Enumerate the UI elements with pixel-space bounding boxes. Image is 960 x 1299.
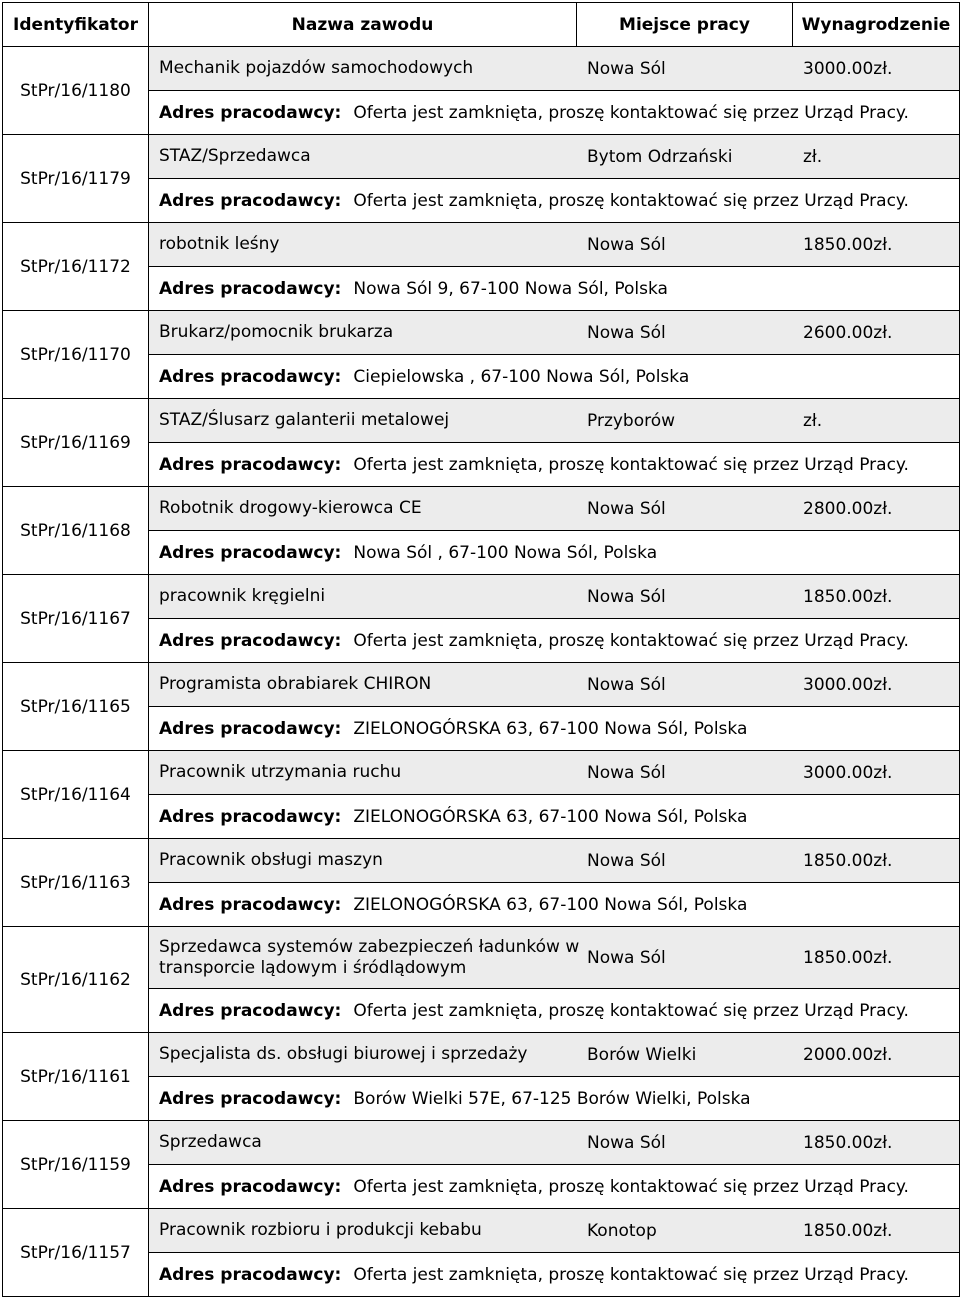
job-offers-table xyxy=(2,2,960,1297)
offer-id: StPr/16/1162 xyxy=(3,927,149,1033)
address-label: Adres pracodawcy: xyxy=(159,1176,342,1197)
header-salary: Wynagrodzenie xyxy=(793,3,960,47)
offer-address-line xyxy=(149,706,959,750)
job-location: Nowa Sól xyxy=(587,234,666,255)
employer-address: Oferta jest zamknięta, proszę kontaktować się przez Urząd Pracy. xyxy=(353,1176,909,1197)
offer-main-line xyxy=(149,751,959,794)
address-label: Adres pracodawcy: xyxy=(159,806,342,827)
address-label: Adres pracodawcy: xyxy=(159,190,342,211)
offer-details xyxy=(149,135,960,223)
header-id: Identyfikator xyxy=(3,3,149,47)
address-label: Adres pracodawcy: xyxy=(159,1264,342,1285)
job-salary: 1850.00zł. xyxy=(803,234,893,255)
job-location: Nowa Sól xyxy=(587,1132,666,1153)
job-location: Borów Wielki xyxy=(587,1044,697,1065)
offer-details xyxy=(149,223,960,311)
employer-address: Ciepielowska , 67-100 Nowa Sól, Polska xyxy=(353,366,690,387)
offer-address-line xyxy=(149,794,959,838)
table-row xyxy=(3,1121,960,1209)
employer-address: Oferta jest zamknięta, proszę kontaktować się przez Urząd Pracy. xyxy=(353,454,909,475)
offer-main-line xyxy=(149,223,959,266)
offer-address-line xyxy=(149,90,959,134)
job-name: Pracownik utrzymania ruchu xyxy=(159,762,402,783)
job-name: Programista obrabiarek CHIRON xyxy=(159,674,432,695)
job-name: Specjalista ds. obsługi biurowej i sprzedaży xyxy=(159,1044,528,1065)
offer-id: StPr/16/1157 xyxy=(3,1209,149,1297)
job-name: Robotnik drogowy-kierowca CE xyxy=(159,498,422,519)
job-name: Pracownik rozbioru i produkcji kebabu xyxy=(159,1220,482,1241)
table-row xyxy=(3,839,960,927)
offer-id: StPr/16/1167 xyxy=(3,575,149,663)
offer-main-line xyxy=(149,487,959,530)
table-row xyxy=(3,311,960,399)
job-location: Nowa Sól xyxy=(587,674,666,695)
address-label: Adres pracodawcy: xyxy=(159,366,342,387)
offer-main-line xyxy=(149,47,959,90)
job-name: pracownik kręgielni xyxy=(159,586,326,607)
offer-address-line xyxy=(149,530,959,574)
job-location: Nowa Sól xyxy=(587,850,666,871)
table-row xyxy=(3,1033,960,1121)
table-row xyxy=(3,399,960,487)
offer-main-line xyxy=(149,311,959,354)
offer-id: StPr/16/1163 xyxy=(3,839,149,927)
table-row xyxy=(3,223,960,311)
offer-details xyxy=(149,1033,960,1121)
offer-details xyxy=(149,927,960,1033)
offer-id: StPr/16/1170 xyxy=(3,311,149,399)
employer-address: Nowa Sól 9, 67-100 Nowa Sól, Polska xyxy=(353,278,668,299)
job-salary: 2800.00zł. xyxy=(803,498,893,519)
job-salary: 1850.00zł. xyxy=(803,947,893,968)
job-salary: 3000.00zł. xyxy=(803,762,893,783)
address-label: Adres pracodawcy: xyxy=(159,542,342,563)
job-name: STAZ/Ślusarz galanterii metalowej xyxy=(159,410,450,431)
job-name: Brukarz/pomocnik brukarza xyxy=(159,322,394,343)
table-row xyxy=(3,663,960,751)
job-location: Przyborów xyxy=(587,410,676,431)
offer-id: StPr/16/1165 xyxy=(3,663,149,751)
offer-main-line xyxy=(149,1209,959,1252)
offer-main-line xyxy=(149,927,959,988)
offer-main-line xyxy=(149,575,959,618)
employer-address: ZIELONOGÓRSKA 63, 67-100 Nowa Sól, Polska xyxy=(353,894,748,915)
table-header-row xyxy=(3,3,960,47)
address-label: Adres pracodawcy: xyxy=(159,718,342,739)
offer-details xyxy=(149,1209,960,1297)
employer-address: Nowa Sól , 67-100 Nowa Sól, Polska xyxy=(353,542,658,563)
offer-details xyxy=(149,47,960,135)
table-row xyxy=(3,927,960,1033)
offer-id: StPr/16/1180 xyxy=(3,47,149,135)
address-label: Adres pracodawcy: xyxy=(159,1088,342,1109)
employer-address: Oferta jest zamknięta, proszę kontaktować się przez Urząd Pracy. xyxy=(353,190,909,211)
employer-address: Oferta jest zamknięta, proszę kontaktować się przez Urząd Pracy. xyxy=(353,1000,909,1021)
table-row xyxy=(3,751,960,839)
job-salary: zł. xyxy=(803,410,823,431)
job-salary: 1850.00zł. xyxy=(803,1220,893,1241)
offer-address-line xyxy=(149,354,959,398)
header-name: Nazwa zawodu xyxy=(149,3,577,47)
job-salary: zł. xyxy=(803,146,823,167)
address-label: Adres pracodawcy: xyxy=(159,278,342,299)
offer-details xyxy=(149,751,960,839)
employer-address: Borów Wielki 57E, 67-125 Borów Wielki, Polska xyxy=(353,1088,751,1109)
offer-address-line xyxy=(149,618,959,662)
employer-address: Oferta jest zamknięta, proszę kontaktować się przez Urząd Pracy. xyxy=(353,1264,909,1285)
offer-address-line xyxy=(149,178,959,222)
offer-main-line xyxy=(149,839,959,882)
offer-main-line xyxy=(149,399,959,442)
offer-details xyxy=(149,663,960,751)
offer-address-line xyxy=(149,988,959,1032)
job-location: Nowa Sól xyxy=(587,498,666,519)
job-location: Nowa Sól xyxy=(587,947,666,968)
job-name: STAZ/Sprzedawca xyxy=(159,146,311,167)
address-label: Adres pracodawcy: xyxy=(159,894,342,915)
job-salary: 1850.00zł. xyxy=(803,586,893,607)
job-name: Pracownik obsługi maszyn xyxy=(159,850,383,871)
offer-address-line xyxy=(149,266,959,310)
offer-id: StPr/16/1179 xyxy=(3,135,149,223)
table-row xyxy=(3,575,960,663)
offer-id: StPr/16/1161 xyxy=(3,1033,149,1121)
job-name: Sprzedawca xyxy=(159,1132,262,1153)
job-location: Nowa Sól xyxy=(587,586,666,607)
job-location: Bytom Odrzański xyxy=(587,146,733,167)
job-location: Nowa Sól xyxy=(587,322,666,343)
table-row xyxy=(3,1209,960,1297)
job-salary: 1850.00zł. xyxy=(803,1132,893,1153)
offer-id: StPr/16/1168 xyxy=(3,487,149,575)
offer-id: StPr/16/1159 xyxy=(3,1121,149,1209)
offer-address-line xyxy=(149,442,959,486)
job-salary: 1850.00zł. xyxy=(803,850,893,871)
job-salary: 3000.00zł. xyxy=(803,58,893,79)
employer-address: ZIELONOGÓRSKA 63, 67-100 Nowa Sól, Polska xyxy=(353,806,748,827)
offer-details xyxy=(149,839,960,927)
address-label: Adres pracodawcy: xyxy=(159,454,342,475)
offer-id: StPr/16/1172 xyxy=(3,223,149,311)
offer-details xyxy=(149,311,960,399)
table-row xyxy=(3,135,960,223)
offer-details xyxy=(149,399,960,487)
offer-main-line xyxy=(149,1121,959,1164)
job-salary: 2600.00zł. xyxy=(803,322,893,343)
offer-main-line xyxy=(149,1033,959,1076)
job-location: Nowa Sól xyxy=(587,762,666,783)
offer-address-line xyxy=(149,882,959,926)
job-salary: 3000.00zł. xyxy=(803,674,893,695)
offer-address-line xyxy=(149,1076,959,1120)
job-location: Nowa Sól xyxy=(587,58,666,79)
job-name: robotnik leśny xyxy=(159,234,280,255)
offer-id: StPr/16/1169 xyxy=(3,399,149,487)
employer-address: Oferta jest zamknięta, proszę kontaktować się przez Urząd Pracy. xyxy=(353,102,909,123)
job-name: Sprzedawca systemów zabezpieczeń ładunków w transporcie lądowym i śródlądowym xyxy=(159,937,580,978)
offer-details xyxy=(149,487,960,575)
offer-address-line xyxy=(149,1252,959,1296)
offer-details xyxy=(149,1121,960,1209)
offer-address-line xyxy=(149,1164,959,1208)
job-name: Mechanik pojazdów samochodowych xyxy=(159,58,474,79)
address-label: Adres pracodawcy: xyxy=(159,1000,342,1021)
employer-address: Oferta jest zamknięta, proszę kontaktować się przez Urząd Pracy. xyxy=(353,630,909,651)
address-label: Adres pracodawcy: xyxy=(159,102,342,123)
employer-address: ZIELONOGÓRSKA 63, 67-100 Nowa Sól, Polska xyxy=(353,718,748,739)
table-row xyxy=(3,487,960,575)
offer-main-line xyxy=(149,135,959,178)
job-location: Konotop xyxy=(587,1220,657,1241)
offer-main-line xyxy=(149,663,959,706)
address-label: Adres pracodawcy: xyxy=(159,630,342,651)
job-salary: 2000.00zł. xyxy=(803,1044,893,1065)
table-row xyxy=(3,47,960,135)
offer-id: StPr/16/1164 xyxy=(3,751,149,839)
offer-details xyxy=(149,575,960,663)
header-location: Miejsce pracy xyxy=(577,3,793,47)
